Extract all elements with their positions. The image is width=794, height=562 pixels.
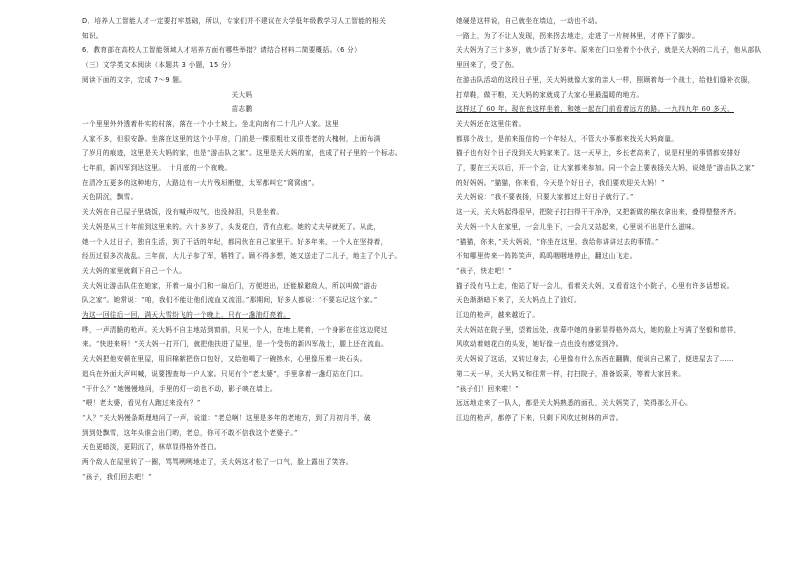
text-line: 天色更暗淡，更阴沉了，林草显得格外苍白。 <box>82 443 221 452</box>
text-line: 来。“快进来呀！”关大妈一打开门，就把他扶进了屋里，是一个受伤的新四军战士，腿上还在流血。 <box>82 340 389 349</box>
left-column <box>82 14 402 485</box>
text-line: 了，要在三天以后，开一个会，让大家都来参加。同一个会上要表扬关大妈，说她是“游击队之家” <box>456 164 756 173</box>
text-line: 苗志鹏 <box>231 105 253 114</box>
text-line: 关大妈为了三十多岁，就少活了好多年。原来在门口坐着个小伙子，就是关大妈的二儿子，他从部队 <box>456 46 762 55</box>
text-line: 知识。 <box>82 31 103 40</box>
text-line: “孩子，我们回去吧！” <box>82 472 152 481</box>
text-line: 队之家”。她常说：“咱，我们不能让他们流血又流泪。”那期间，好多人都说：‘不要忘记这个家。” <box>82 296 378 305</box>
text-line: 两个敌人在屋里转了一圈，骂骂咧咧地走了，关大妈这才松了一口气，脸上露出了笑容。 <box>82 458 353 467</box>
text-line: 七年前，新四军到达这里。 十月底的一个夜晚。 <box>82 164 232 173</box>
text-line: 这一天，关大妈起得很早，把院子打扫得干干净净，又把新做的棉衣拿出来，叠得整整齐齐。 <box>456 208 741 217</box>
text-line: 关大妈让游击队住在她家，开着一扇小门和一扇后门，方便进出，还能躲避敌人，所以叫做“游击 <box>82 281 378 290</box>
text-line: D．培养人工智能人才一定要打牢基础，所以，专家们并不建议在大学低年级教学习人工智能的相关 <box>82 17 387 25</box>
text-line: 阅读下面的文字，完成 7～9 题。 <box>82 75 187 84</box>
right-column <box>456 14 776 426</box>
text-line: 里回来了，受了伤。 <box>456 61 519 70</box>
text-line: 一个里里外外透着朴实的村落，落在一个小土坡上。坐北向南有二十几户人家。这里 <box>82 119 339 128</box>
text-line: 在游击队活动的这段日子里，关大妈就像大家的亲人一样，照顾着每一个战士，给他们缝补衣服， <box>456 75 755 84</box>
text-line: 经历过很多次战乱。三年前，大儿子参了军，牺牲了。顾不得多想，她又送走了二儿子，地主了个儿子。 <box>82 252 402 261</box>
text-line: 风吹动着她花白的头发，她好像一点也没有感觉到冷。 <box>456 340 623 349</box>
text-line: 的好妈妈。“猫猫，你来看，今天是个好日子，我们要欢迎关大妈！” <box>456 178 665 187</box>
text-line: 猫子没有马上走，他站了好一会儿，看着关大妈，又看看这个小院子，心里有许多话想说。 <box>456 281 734 290</box>
text-line: “孩子们！回来啦！” <box>456 384 519 393</box>
text-line: 她一个人过日子，独自生活，到了干活的年纪，都同伙在自己家里干。好多年来，一个人在坚持着， <box>82 237 388 246</box>
text-line: 哗，一声清脆的枪声。关大妈不自主地站到窗前，只见一个人，在地上爬着，一个身影在往这边爬过 <box>82 325 388 334</box>
text-line: 这样过了 60 年。现在也这样坐着，和她一起在门前看着远方的路。一九四九年 60 多天， <box>456 105 734 114</box>
text-line: 关大妈说：“我不要表扬，只要大家都过上好日子就行了。” <box>456 193 634 202</box>
text-line: 关大妈是从三十年前到这里来的。六十多岁了，头发花白，背有点驼。她的丈夫早就死了。从此， <box>82 222 381 231</box>
text-line: “孩子，快走吧！” <box>456 266 513 275</box>
text-line: 都那个战士，是前来报信的一个年轻人，不管大小事都来找关大妈商量。 <box>456 134 679 143</box>
text-line: 江边的枪声，都停了下来，只剩下风吹过树林的声音。 <box>456 413 623 422</box>
text-line: 关大妈一个人在家里，一会儿坐下，一会儿又站起来，心里说不出是什么滋味。 <box>456 222 700 231</box>
text-line: 了岁月的痕迹，这里是关大妈的家，也是“游击队之家”。这里是关大妈的家，也成了村子里的一个标志。 <box>82 149 402 158</box>
text-line: 关大妈说了这话，又转过身去，心里像有什么东西在翻腾，便说自己累了，便进屋去了…… <box>456 355 734 364</box>
text-line: 在清冷五更多的这种地方，大路边有一大片残垣断壁，太军都叫它“窝窝凼”。 <box>82 178 319 187</box>
text-line: 天色阴沉，飘雪。 <box>82 193 138 202</box>
text-line: 不知哪里传来一阵阵笑声，呜呜咽咽地停止，翻过山飞走。 <box>456 252 637 261</box>
text-line: 关大妈把他安顿在里屋，用旧棉絮把伤口包好，又给他喝了一碗热水，心里像压着一块石头。 <box>82 355 367 364</box>
text-line: 江边的枪声，越来越近了。 <box>456 311 540 320</box>
text-line: 关大妈还在这里住着。 <box>456 119 526 128</box>
text-line: 她硬是这样说，自己就坐在墙边，一动也不动。 <box>456 17 602 25</box>
text-line: 天色渐渐暗下来了，关大妈点上了油灯。 <box>456 296 581 305</box>
text-line: 第二天一早，关大妈又和往常一样，打扫院子，准备饭菜，等着大家回来。 <box>456 369 686 378</box>
text-line: 人家不多，但很安静。坐落在这里的这个小平房，门前是一棵很粗壮又很苍老的大槐树，上面布满 <box>82 134 381 143</box>
text-line: 关大妈在自己屋子里烧饭，没有喊声叹气，也没掉泪，只是坐着。 <box>82 208 284 217</box>
text-line: “猫猫，你来，”关大妈说，“你坐在这里，我给你讲讲过去的事情。” <box>456 237 659 246</box>
text-line: 关大妈站在院子里，望着远处，夜幕中她的身影显得格外高大，她的脸上写满了坚毅和慈祥， <box>456 325 741 334</box>
text-line: 关大妈的家里就剩下自己一个人。 <box>82 266 187 275</box>
text-line: 打草鞋，做干粮，关大妈的家就成了大家心里最温暖的地方。 <box>456 90 644 99</box>
text-line: 关大妈 <box>231 90 253 99</box>
text-line: 为这一回往后一回，满天大雪纷飞的一个晚上，只有一盏油灯亮着。 <box>82 311 291 320</box>
text-line: “人？”关大妈慢条斯理地问了一声，说道：“老总啊！这里是多年的老地方，到了月初月半，破 <box>82 413 371 422</box>
text-line: 一路上，为了不让人发现，拐来拐去地走，走进了一片树林里，才停下了脚步。 <box>456 31 700 40</box>
text-line: “喂！老太婆，看见有人跑过来没有？” <box>82 399 201 408</box>
text-line: 远远地走来了一队人，都是关大妈熟悉的面孔，关大妈笑了，笑得那么开心。 <box>456 399 693 408</box>
text-line: （三）文学类文本阅读（本题共 3 小题，15 分） <box>82 61 235 70</box>
text-line: 6．教育部在高校人工智能领域人才培养方面有哪些举措？请结合材料二简要概括。（6 分） <box>82 46 362 55</box>
text-line: 追兵在外面大声叫喊，说要搜查每一户人家。只见有个“老太婆”，手里拿着一盏灯站在门口。 <box>82 369 368 378</box>
text-line: 到到处飘雪，这年头谁会出门哟，老总，你可不敢不信我这个老婆子。” <box>82 428 298 437</box>
text-line: 猫子也有好个日子没到关大妈家来了。这一天早上，乡长老高来了，说是村里的事情都安排好 <box>456 149 741 158</box>
text-line: “干什么？”她慢慢地问，手里的灯一动也不动，影子映在墙上。 <box>82 384 277 393</box>
